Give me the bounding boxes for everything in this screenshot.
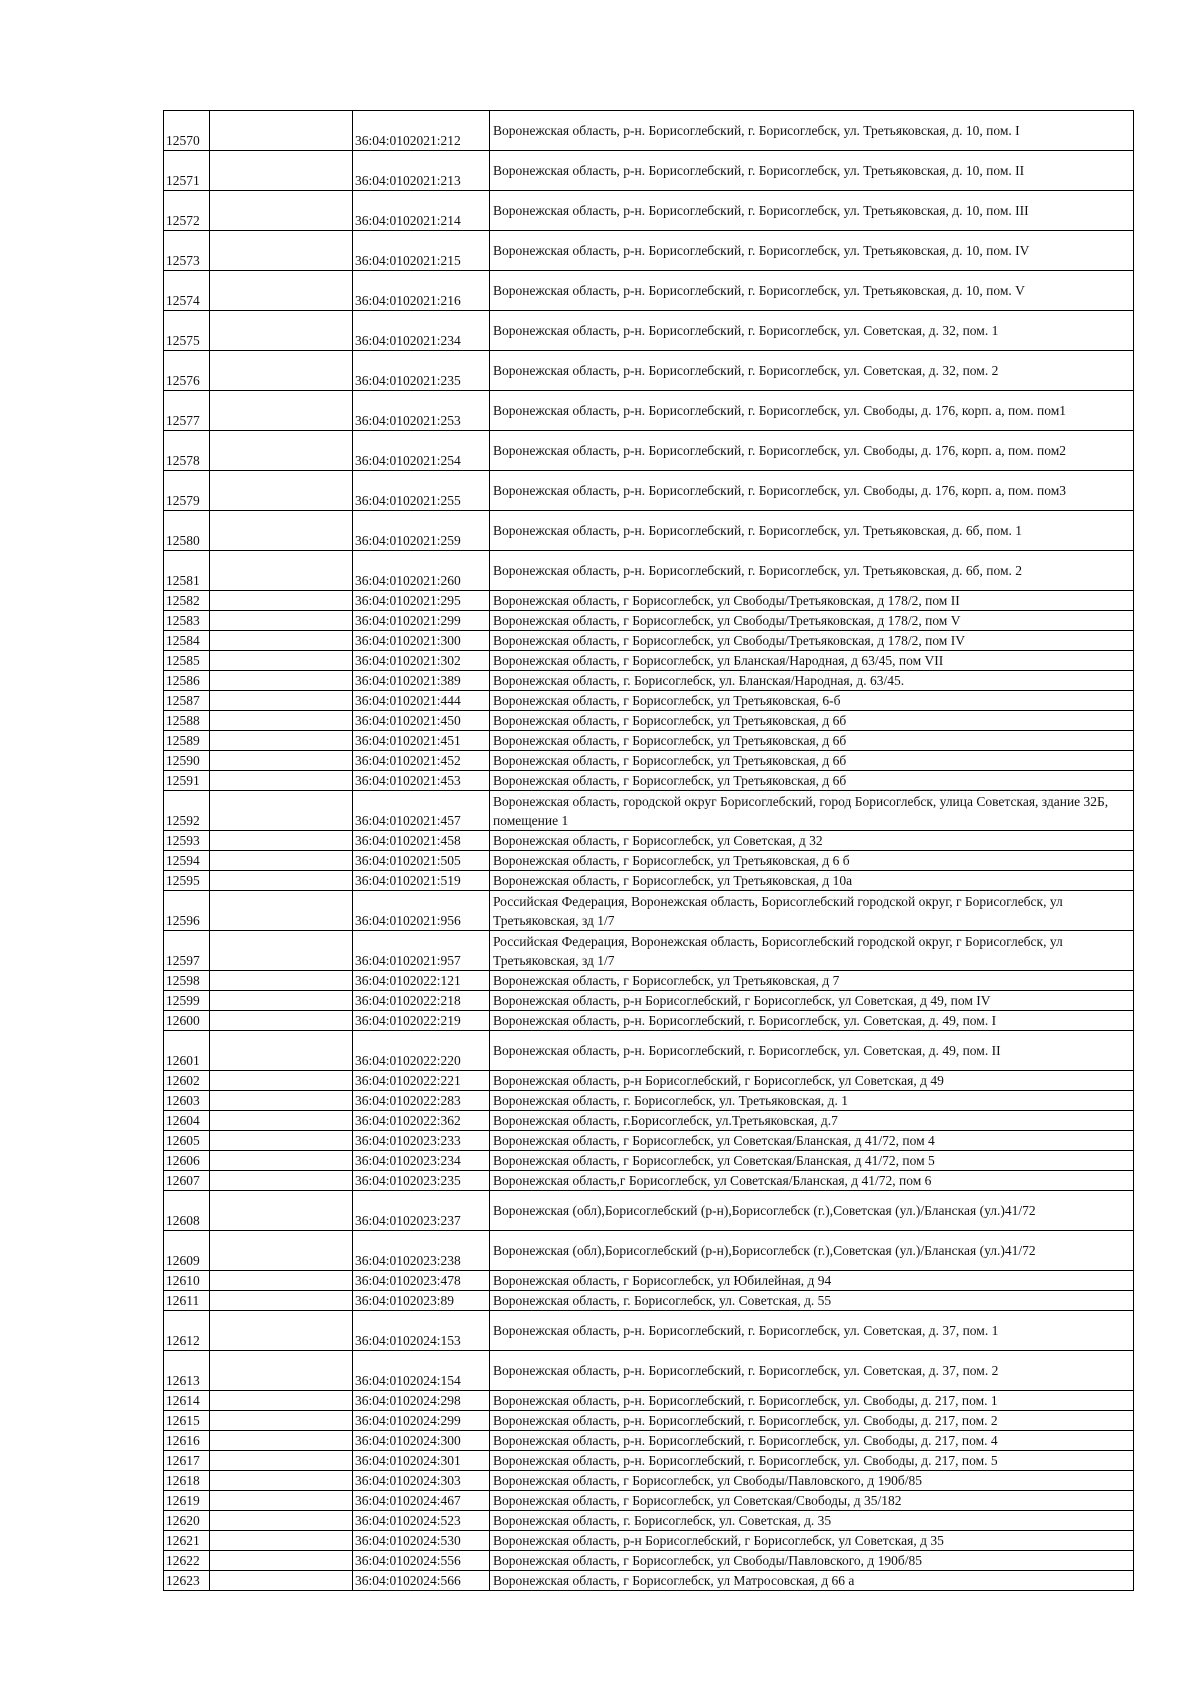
row-number-cell: 12612	[164, 1311, 210, 1351]
empty-cell	[210, 511, 353, 551]
address-cell: Воронежская (обл),Борисоглебский (р-н),Борисоглебск (г.),Советская (ул.)/Бланская (ул.)41/72	[490, 1231, 1134, 1271]
table-row	[164, 1511, 1134, 1531]
row-number-cell: 12580	[164, 511, 210, 551]
address-cell: Воронежская (обл),Борисоглебский (р-н),Борисоглебск (г.),Советская (ул.)/Бланская (ул.)41/72	[490, 1191, 1134, 1231]
table-row	[164, 1531, 1134, 1551]
row-number-cell: 12617	[164, 1451, 210, 1471]
table-row	[164, 991, 1134, 1011]
empty-cell	[210, 1031, 353, 1071]
row-number-cell: 12593	[164, 831, 210, 851]
row-number-cell: 12591	[164, 771, 210, 791]
address-cell: Воронежская область, р-н. Борисоглебский, г. Борисоглебск, ул. Советская, д. 32, пом. 1	[490, 311, 1134, 351]
cadastral-number-cell: 36:04:0102024:523	[353, 1511, 490, 1531]
empty-cell	[210, 1531, 353, 1551]
cadastral-number-cell: 36:04:0102024:299	[353, 1411, 490, 1431]
empty-cell	[210, 191, 353, 231]
row-number-cell: 12619	[164, 1491, 210, 1511]
empty-cell	[210, 231, 353, 271]
address-cell: Воронежская область, г. Борисоглебск, ул. Советская, д. 55	[490, 1291, 1134, 1311]
address-cell: Воронежская область, г Борисоглебск, ул Юбилейная, д 94	[490, 1271, 1134, 1291]
address-cell: Воронежская область, р-н. Борисоглебский, г. Борисоглебск, ул. Свободы, д. 217, пом. 2	[490, 1411, 1134, 1431]
address-cell: Воронежская область, р-н. Борисоглебский, г. Борисоглебск, ул. Советская, д. 32, пом. 2	[490, 351, 1134, 391]
address-cell: Воронежская область, р-н. Борисоглебский, г. Борисоглебск, ул. Свободы, д. 217, пом. 4	[490, 1431, 1134, 1451]
row-number-cell: 12584	[164, 631, 210, 651]
empty-cell	[210, 711, 353, 731]
cadastral-number-cell: 36:04:0102021:216	[353, 271, 490, 311]
table-row	[164, 1071, 1134, 1091]
row-number-cell: 12578	[164, 431, 210, 471]
empty-cell	[210, 551, 353, 591]
empty-cell	[210, 1391, 353, 1411]
empty-cell	[210, 731, 353, 751]
address-cell: Воронежская область, г Борисоглебск, ул Свободы/Павловского, д 190б/85	[490, 1551, 1134, 1571]
cadastral-number-cell: 36:04:0102024:300	[353, 1431, 490, 1451]
row-number-cell: 12616	[164, 1431, 210, 1451]
cadastral-number-cell: 36:04:0102021:302	[353, 651, 490, 671]
row-number-cell: 12614	[164, 1391, 210, 1411]
address-cell: Воронежская область, г Борисоглебск, ул Матросовская, д 66 а	[490, 1571, 1134, 1591]
address-cell: Воронежская область, г Борисоглебск, ул Советская/Бланская, д 41/72, пом 4	[490, 1131, 1134, 1151]
address-cell: Воронежская область, г Борисоглебск, ул Третьяковская, д 7	[490, 971, 1134, 991]
row-number-cell: 12602	[164, 1071, 210, 1091]
cadastral-number-cell: 36:04:0102022:220	[353, 1031, 490, 1071]
cadastral-number-cell: 36:04:0102023:89	[353, 1291, 490, 1311]
empty-cell	[210, 851, 353, 871]
row-number-cell: 12575	[164, 311, 210, 351]
cadastral-number-cell: 36:04:0102024:566	[353, 1571, 490, 1591]
cadastral-number-cell: 36:04:0102023:235	[353, 1171, 490, 1191]
cadastral-number-cell: 36:04:0102021:215	[353, 231, 490, 271]
cadastral-number-cell: 36:04:0102021:450	[353, 711, 490, 731]
empty-cell	[210, 1411, 353, 1431]
empty-cell	[210, 791, 353, 831]
row-number-cell: 12621	[164, 1531, 210, 1551]
empty-cell	[210, 1151, 353, 1171]
cadastral-number-cell: 36:04:0102021:457	[353, 791, 490, 831]
table-row	[164, 1551, 1134, 1571]
row-number-cell: 12620	[164, 1511, 210, 1531]
cadastral-number-cell: 36:04:0102022:221	[353, 1071, 490, 1091]
table-row	[164, 791, 1134, 831]
row-number-cell: 12587	[164, 691, 210, 711]
table-row	[164, 1411, 1134, 1431]
address-cell: Воронежская область, р-н. Борисоглебский, г. Борисоглебск, ул. Третьяковская, д. 10, пом. III	[490, 191, 1134, 231]
row-number-cell: 12604	[164, 1111, 210, 1131]
table-row	[164, 1151, 1134, 1171]
registry-table-body	[164, 111, 1134, 1591]
empty-cell	[210, 651, 353, 671]
table-row	[164, 311, 1134, 351]
table-row	[164, 891, 1134, 931]
row-number-cell: 12576	[164, 351, 210, 391]
address-cell: Воронежская область, г Борисоглебск, ул Советская, д 32	[490, 831, 1134, 851]
address-cell: Воронежская область, г Борисоглебск, ул Третьяковская, д 6 б	[490, 851, 1134, 871]
empty-cell	[210, 1071, 353, 1091]
address-cell: Воронежская область, р-н. Борисоглебский, г. Борисоглебск, ул. Свободы, д. 176, корп. а, пом. пом3	[490, 471, 1134, 511]
row-number-cell: 12596	[164, 891, 210, 931]
row-number-cell: 12585	[164, 651, 210, 671]
address-cell: Российская Федерация, Воронежская область, Борисоглебский городской округ, г Борисоглебск, ул Третьяковская, зд 1/7	[490, 891, 1134, 931]
address-cell: Воронежская область, р-н. Борисоглебский, г. Борисоглебск, ул. Третьяковская, д. 10, пом. IV	[490, 231, 1134, 271]
row-number-cell: 12623	[164, 1571, 210, 1591]
empty-cell	[210, 771, 353, 791]
address-cell: Воронежская область,г Борисоглебск, ул Советская/Бланская, д 41/72, пом 6	[490, 1171, 1134, 1191]
empty-cell	[210, 591, 353, 611]
address-cell: Воронежская область, г Борисоглебск, ул Третьяковская, д 6б	[490, 771, 1134, 791]
table-row	[164, 651, 1134, 671]
table-row	[164, 1171, 1134, 1191]
row-number-cell: 12577	[164, 391, 210, 431]
table-row	[164, 391, 1134, 431]
row-number-cell: 12609	[164, 1231, 210, 1271]
table-row	[164, 631, 1134, 651]
table-row	[164, 1271, 1134, 1291]
table-row	[164, 191, 1134, 231]
table-row	[164, 671, 1134, 691]
empty-cell	[210, 1271, 353, 1291]
cadastral-number-cell: 36:04:0102021:453	[353, 771, 490, 791]
address-cell: Воронежская область, р-н Борисоглебский, г Борисоглебск, ул Советская, д 49	[490, 1071, 1134, 1091]
cadastral-number-cell: 36:04:0102021:235	[353, 351, 490, 391]
row-number-cell: 12615	[164, 1411, 210, 1431]
empty-cell	[210, 931, 353, 971]
empty-cell	[210, 891, 353, 931]
address-cell: Воронежская область, р-н. Борисоглебский, г. Борисоглебск, ул. Третьяковская, д. 6б, пом. 1	[490, 511, 1134, 551]
cadastral-number-cell: 36:04:0102024:467	[353, 1491, 490, 1511]
table-row	[164, 771, 1134, 791]
row-number-cell: 12622	[164, 1551, 210, 1571]
empty-cell	[210, 1491, 353, 1511]
row-number-cell: 12608	[164, 1191, 210, 1231]
cadastral-number-cell: 36:04:0102022:218	[353, 991, 490, 1011]
table-row	[164, 971, 1134, 991]
address-cell: Воронежская область, р-н. Борисоглебский, г. Борисоглебск, ул. Свободы, д. 176, корп. а, пом. пом2	[490, 431, 1134, 471]
table-row	[164, 351, 1134, 391]
row-number-cell: 12595	[164, 871, 210, 891]
cadastral-number-cell: 36:04:0102021:300	[353, 631, 490, 651]
cadastral-number-cell: 36:04:0102024:153	[353, 1311, 490, 1351]
cadastral-number-cell: 36:04:0102021:255	[353, 471, 490, 511]
address-cell: Воронежская область, г.Борисоглебск, ул.Третьяковская, д.7	[490, 1111, 1134, 1131]
table-row	[164, 231, 1134, 271]
address-cell: Воронежская область, р-н Борисоглебский, г Борисоглебск, ул Советская, д 49, пом IV	[490, 991, 1134, 1011]
cadastral-number-cell: 36:04:0102024:530	[353, 1531, 490, 1551]
empty-cell	[210, 431, 353, 471]
row-number-cell: 12579	[164, 471, 210, 511]
empty-cell	[210, 1431, 353, 1451]
table-row	[164, 1431, 1134, 1451]
address-cell: Воронежская область, р-н. Борисоглебский, г. Борисоглебск, ул. Третьяковская, д. 10, пом. II	[490, 151, 1134, 191]
table-row	[164, 1191, 1134, 1231]
address-cell: Воронежская область, р-н. Борисоглебский, г. Борисоглебск, ул. Свободы, д. 217, пом. 1	[490, 1391, 1134, 1411]
table-row	[164, 611, 1134, 631]
table-row	[164, 1391, 1134, 1411]
table-row	[164, 831, 1134, 851]
row-number-cell: 12607	[164, 1171, 210, 1191]
row-number-cell: 12570	[164, 111, 210, 151]
cadastral-number-cell: 36:04:0102021:452	[353, 751, 490, 771]
empty-cell	[210, 1551, 353, 1571]
cadastral-number-cell: 36:04:0102021:213	[353, 151, 490, 191]
registry-table	[163, 110, 1134, 1591]
empty-cell	[210, 1351, 353, 1391]
cadastral-number-cell: 36:04:0102021:957	[353, 931, 490, 971]
address-cell: Воронежская область, г. Борисоглебск, ул. Бланская/Народная, д. 63/45.	[490, 671, 1134, 691]
row-number-cell: 12611	[164, 1291, 210, 1311]
cadastral-number-cell: 36:04:0102021:389	[353, 671, 490, 691]
cadastral-number-cell: 36:04:0102022:219	[353, 1011, 490, 1031]
empty-cell	[210, 391, 353, 431]
empty-cell	[210, 871, 353, 891]
cadastral-number-cell: 36:04:0102021:295	[353, 591, 490, 611]
cadastral-number-cell: 36:04:0102023:478	[353, 1271, 490, 1291]
row-number-cell: 12599	[164, 991, 210, 1011]
table-row	[164, 1131, 1134, 1151]
row-number-cell: 12589	[164, 731, 210, 751]
cadastral-number-cell: 36:04:0102024:298	[353, 1391, 490, 1411]
cadastral-number-cell: 36:04:0102022:362	[353, 1111, 490, 1131]
address-cell: Воронежская область, р-н. Борисоглебский, г. Борисоглебск, ул. Третьяковская, д. 10, пом. V	[490, 271, 1134, 311]
table-row	[164, 551, 1134, 591]
cadastral-number-cell: 36:04:0102024:556	[353, 1551, 490, 1571]
cadastral-number-cell: 36:04:0102021:505	[353, 851, 490, 871]
table-row	[164, 871, 1134, 891]
cadastral-number-cell: 36:04:0102021:956	[353, 891, 490, 931]
address-cell: Воронежская область, г Борисоглебск, ул Свободы/Третьяковская, д 178/2, пом II	[490, 591, 1134, 611]
table-row	[164, 1571, 1134, 1591]
empty-cell	[210, 611, 353, 631]
empty-cell	[210, 1231, 353, 1271]
address-cell: Воронежская область, р-н. Борисоглебский, г. Борисоглебск, ул. Третьяковская, д. 6б, пом. 2	[490, 551, 1134, 591]
table-row	[164, 431, 1134, 471]
empty-cell	[210, 1111, 353, 1131]
table-row	[164, 511, 1134, 551]
cadastral-number-cell: 36:04:0102021:254	[353, 431, 490, 471]
table-row	[164, 111, 1134, 151]
cadastral-number-cell: 36:04:0102021:451	[353, 731, 490, 751]
address-cell: Воронежская область, г Борисоглебск, ул Свободы/Павловского, д 190б/85	[490, 1471, 1134, 1491]
address-cell: Воронежская область, городской округ Борисоглебский, город Борисоглебск, улица Советская, здание 32Б, помещение 1	[490, 791, 1134, 831]
cadastral-number-cell: 36:04:0102023:233	[353, 1131, 490, 1151]
cadastral-number-cell: 36:04:0102021:234	[353, 311, 490, 351]
cadastral-number-cell: 36:04:0102022:121	[353, 971, 490, 991]
cadastral-number-cell: 36:04:0102023:234	[353, 1151, 490, 1171]
address-cell: Воронежская область, р-н. Борисоглебский, г. Борисоглебск, ул. Советская, д. 49, пом. I	[490, 1011, 1134, 1031]
table-row	[164, 471, 1134, 511]
cadastral-number-cell: 36:04:0102024:301	[353, 1451, 490, 1471]
empty-cell	[210, 1471, 353, 1491]
empty-cell	[210, 971, 353, 991]
table-row	[164, 851, 1134, 871]
empty-cell	[210, 1011, 353, 1031]
empty-cell	[210, 1511, 353, 1531]
cadastral-number-cell: 36:04:0102023:237	[353, 1191, 490, 1231]
address-cell: Воронежская область, г Борисоглебск, ул Третьяковская, д 6б	[490, 711, 1134, 731]
row-number-cell: 12571	[164, 151, 210, 191]
row-number-cell: 12610	[164, 1271, 210, 1291]
address-cell: Воронежская область, г Борисоглебск, ул Советская/Свободы, д 35/182	[490, 1491, 1134, 1511]
row-number-cell: 12581	[164, 551, 210, 591]
empty-cell	[210, 271, 353, 311]
row-number-cell: 12586	[164, 671, 210, 691]
empty-cell	[210, 1291, 353, 1311]
row-number-cell: 12592	[164, 791, 210, 831]
row-number-cell: 12572	[164, 191, 210, 231]
address-cell: Воронежская область, р-н. Борисоглебский, г. Борисоглебск, ул. Советская, д. 49, пом. II	[490, 1031, 1134, 1071]
empty-cell	[210, 311, 353, 351]
address-cell: Воронежская область, р-н. Борисоглебский, г. Борисоглебск, ул. Советская, д. 37, пом. 1	[490, 1311, 1134, 1351]
table-row	[164, 751, 1134, 771]
empty-cell	[210, 1091, 353, 1111]
table-row	[164, 1011, 1134, 1031]
address-cell: Воронежская область, г Борисоглебск, ул Третьяковская, д 6б	[490, 731, 1134, 751]
row-number-cell: 12598	[164, 971, 210, 991]
address-cell: Воронежская область, г Борисоглебск, ул Советская/Бланская, д 41/72, пом 5	[490, 1151, 1134, 1171]
table-row	[164, 1111, 1134, 1131]
empty-cell	[210, 151, 353, 191]
table-row	[164, 591, 1134, 611]
row-number-cell: 12601	[164, 1031, 210, 1071]
address-cell: Воронежская область, г Борисоглебск, ул Свободы/Третьяковская, д 178/2, пом IV	[490, 631, 1134, 651]
cadastral-number-cell: 36:04:0102024:154	[353, 1351, 490, 1391]
empty-cell	[210, 1171, 353, 1191]
cadastral-number-cell: 36:04:0102021:299	[353, 611, 490, 631]
row-number-cell: 12594	[164, 851, 210, 871]
table-row	[164, 691, 1134, 711]
address-cell: Российская Федерация, Воронежская область, Борисоглебский городской округ, г Борисоглебск, ул Третьяковская, зд 1/7	[490, 931, 1134, 971]
row-number-cell: 12583	[164, 611, 210, 631]
empty-cell	[210, 471, 353, 511]
empty-cell	[210, 691, 353, 711]
address-cell: Воронежская область, г. Борисоглебск, ул. Третьяковская, д. 1	[490, 1091, 1134, 1111]
empty-cell	[210, 991, 353, 1011]
address-cell: Воронежская область, г Борисоглебск, ул Третьяковская, 6-б	[490, 691, 1134, 711]
cadastral-number-cell: 36:04:0102021:519	[353, 871, 490, 891]
empty-cell	[210, 831, 353, 851]
table-row	[164, 711, 1134, 731]
cadastral-number-cell: 36:04:0102023:238	[353, 1231, 490, 1271]
row-number-cell: 12597	[164, 931, 210, 971]
address-cell: Воронежская область, р-н. Борисоглебский, г. Борисоглебск, ул. Третьяковская, д. 10, пом. I	[490, 111, 1134, 151]
cadastral-number-cell: 36:04:0102021:444	[353, 691, 490, 711]
empty-cell	[210, 111, 353, 151]
cadastral-number-cell: 36:04:0102021:458	[353, 831, 490, 851]
empty-cell	[210, 751, 353, 771]
address-cell: Воронежская область, г Борисоглебск, ул Бланская/Народная, д 63/45, пом VII	[490, 651, 1134, 671]
empty-cell	[210, 351, 353, 391]
row-number-cell: 12588	[164, 711, 210, 731]
empty-cell	[210, 1191, 353, 1231]
row-number-cell: 12574	[164, 271, 210, 311]
table-row	[164, 931, 1134, 971]
table-row	[164, 1031, 1134, 1071]
address-cell: Воронежская область, р-н. Борисоглебский, г. Борисоглебск, ул. Советская, д. 37, пом. 2	[490, 1351, 1134, 1391]
table-row	[164, 1351, 1134, 1391]
table-row	[164, 1291, 1134, 1311]
table-row	[164, 731, 1134, 751]
row-number-cell: 12582	[164, 591, 210, 611]
cadastral-number-cell: 36:04:0102021:259	[353, 511, 490, 551]
address-cell: Воронежская область, г Борисоглебск, ул Третьяковская, д 6б	[490, 751, 1134, 771]
empty-cell	[210, 1311, 353, 1351]
cadastral-number-cell: 36:04:0102021:253	[353, 391, 490, 431]
cadastral-number-cell: 36:04:0102021:212	[353, 111, 490, 151]
table-row	[164, 1471, 1134, 1491]
empty-cell	[210, 1451, 353, 1471]
empty-cell	[210, 631, 353, 651]
row-number-cell: 12600	[164, 1011, 210, 1031]
cadastral-number-cell: 36:04:0102021:214	[353, 191, 490, 231]
row-number-cell: 12613	[164, 1351, 210, 1391]
row-number-cell: 12590	[164, 751, 210, 771]
table-row	[164, 151, 1134, 191]
table-row	[164, 1231, 1134, 1271]
row-number-cell: 12618	[164, 1471, 210, 1491]
cadastral-number-cell: 36:04:0102024:303	[353, 1471, 490, 1491]
table-row	[164, 271, 1134, 311]
row-number-cell: 12603	[164, 1091, 210, 1111]
empty-cell	[210, 1571, 353, 1591]
empty-cell	[210, 1131, 353, 1151]
address-cell: Воронежская область, р-н. Борисоглебский, г. Борисоглебск, ул. Свободы, д. 217, пом. 5	[490, 1451, 1134, 1471]
address-cell: Воронежская область, г Борисоглебск, ул Свободы/Третьяковская, д 178/2, пом V	[490, 611, 1134, 631]
row-number-cell: 12606	[164, 1151, 210, 1171]
address-cell: Воронежская область, р-н. Борисоглебский, г. Борисоглебск, ул. Свободы, д. 176, корп. а, пом. пом1	[490, 391, 1134, 431]
cadastral-number-cell: 36:04:0102022:283	[353, 1091, 490, 1111]
table-row	[164, 1091, 1134, 1111]
cadastral-number-cell: 36:04:0102021:260	[353, 551, 490, 591]
row-number-cell: 12573	[164, 231, 210, 271]
row-number-cell: 12605	[164, 1131, 210, 1151]
table-row	[164, 1311, 1134, 1351]
table-row	[164, 1491, 1134, 1511]
address-cell: Воронежская область, г. Борисоглебск, ул. Советская, д. 35	[490, 1511, 1134, 1531]
table-row	[164, 1451, 1134, 1471]
empty-cell	[210, 671, 353, 691]
address-cell: Воронежская область, г Борисоглебск, ул Третьяковская, д 10а	[490, 871, 1134, 891]
address-cell: Воронежская область, р-н Борисоглебский, г Борисоглебск, ул Советская, д 35	[490, 1531, 1134, 1551]
